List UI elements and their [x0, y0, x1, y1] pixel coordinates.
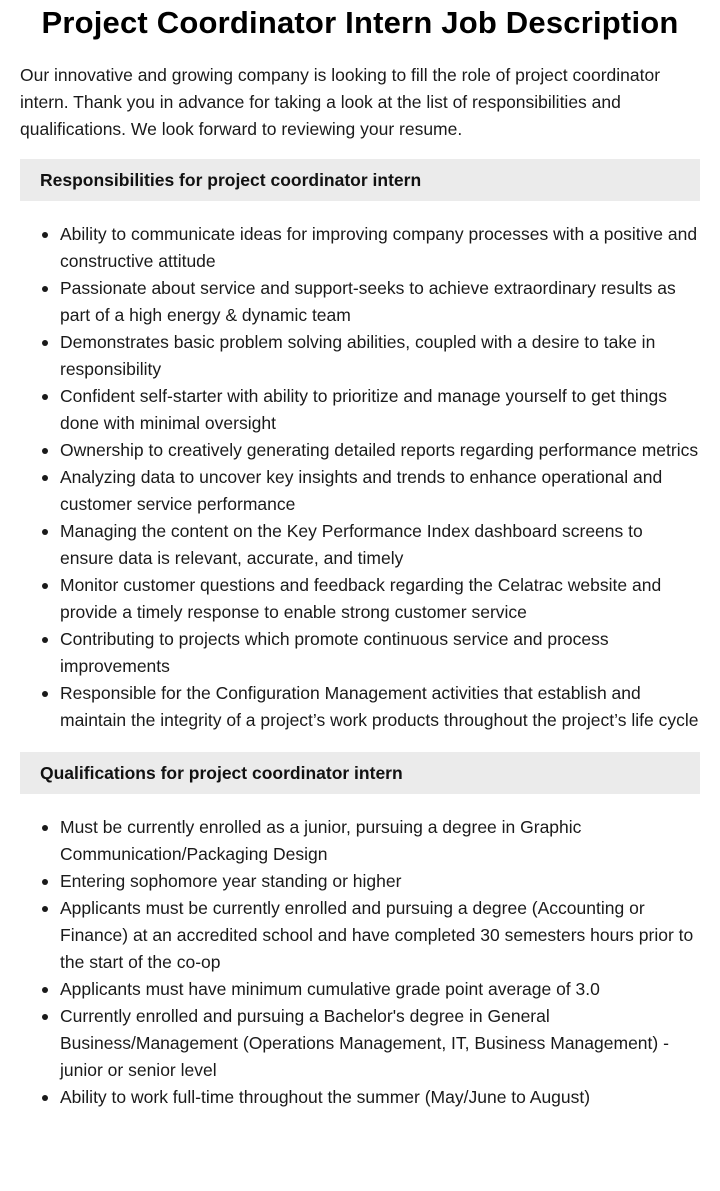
- list-item: Ability to communicate ideas for improving company processes with a positive and constructive attitude: [60, 221, 700, 275]
- responsibilities-list: [20, 221, 700, 734]
- list-item: Currently enrolled and pursuing a Bachelor's degree in General Business/Management (Operations Management, IT, Business Management) - junior or senior level: [60, 1003, 700, 1084]
- list-item: Applicants must have minimum cumulative grade point average of 3.0: [60, 976, 700, 1003]
- list-item: Monitor customer questions and feedback regarding the Celatrac website and provide a timely response to enable strong customer service: [60, 572, 700, 626]
- list-item: Passionate about service and support-seeks to achieve extraordinary results as part of a high energy & dynamic team: [60, 275, 700, 329]
- list-item: Ownership to creatively generating detailed reports regarding performance metrics: [60, 437, 700, 464]
- list-item: Applicants must be currently enrolled and pursuing a degree (Accounting or Finance) at an accredited school and have completed 30 semesters hours prior to the start of the co-op: [60, 895, 700, 976]
- list-item: Entering sophomore year standing or higher: [60, 868, 700, 895]
- list-item: Managing the content on the Key Performance Index dashboard screens to ensure data is relevant, accurate, and timely: [60, 518, 700, 572]
- list-item: Analyzing data to uncover key insights and trends to enhance operational and customer service performance: [60, 464, 700, 518]
- list-item: Demonstrates basic problem solving abilities, coupled with a desire to take in responsibility: [60, 329, 700, 383]
- qualifications-heading: Qualifications for project coordinator intern: [20, 752, 700, 794]
- list-item: Confident self-starter with ability to prioritize and manage yourself to get things done with minimal oversight: [60, 383, 700, 437]
- list-item: Ability to work full-time throughout the summer (May/June to August): [60, 1084, 700, 1111]
- intro-paragraph: Our innovative and growing company is looking to fill the role of project coordinator intern. Thank you in advance for taking a look at the list of responsibilities and qualifications. We look forward to reviewing your resume.: [20, 65, 661, 139]
- responsibilities-heading: Responsibilities for project coordinator intern: [20, 159, 700, 201]
- list-item: Responsible for the Configuration Management activities that establish and maintain the integrity of a project’s work products throughout the project’s life cycle: [60, 680, 700, 734]
- page-title: Project Coordinator Intern Job Description: [41, 5, 679, 40]
- list-item: Contributing to projects which promote continuous service and process improvements: [60, 626, 700, 680]
- qualifications-list: [20, 814, 700, 1111]
- list-item: Must be currently enrolled as a junior, pursuing a degree in Graphic Communication/Packaging Design: [60, 814, 700, 868]
